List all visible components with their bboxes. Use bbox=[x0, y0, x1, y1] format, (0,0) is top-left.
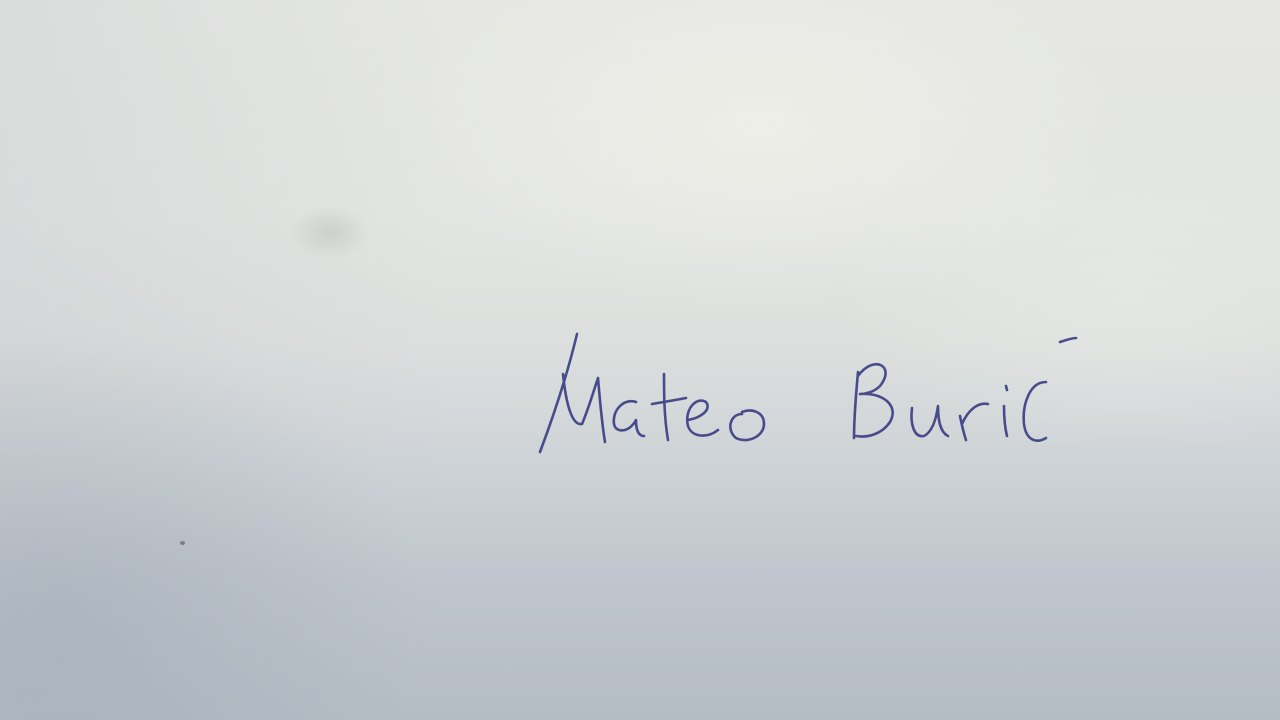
signature-stroke-a bbox=[614, 401, 644, 436]
signature-stroke-c-acute bbox=[1024, 338, 1076, 441]
signature-stroke-e bbox=[687, 401, 718, 436]
signature-stroke-o bbox=[730, 411, 764, 441]
signature-stroke-r bbox=[960, 404, 988, 440]
signature-stroke-u bbox=[912, 406, 949, 436]
signature-stroke-b bbox=[854, 364, 893, 438]
signature-stroke-m bbox=[540, 334, 605, 452]
signature-stroke-i bbox=[1004, 386, 1007, 436]
signature-stroke-t bbox=[652, 374, 686, 440]
